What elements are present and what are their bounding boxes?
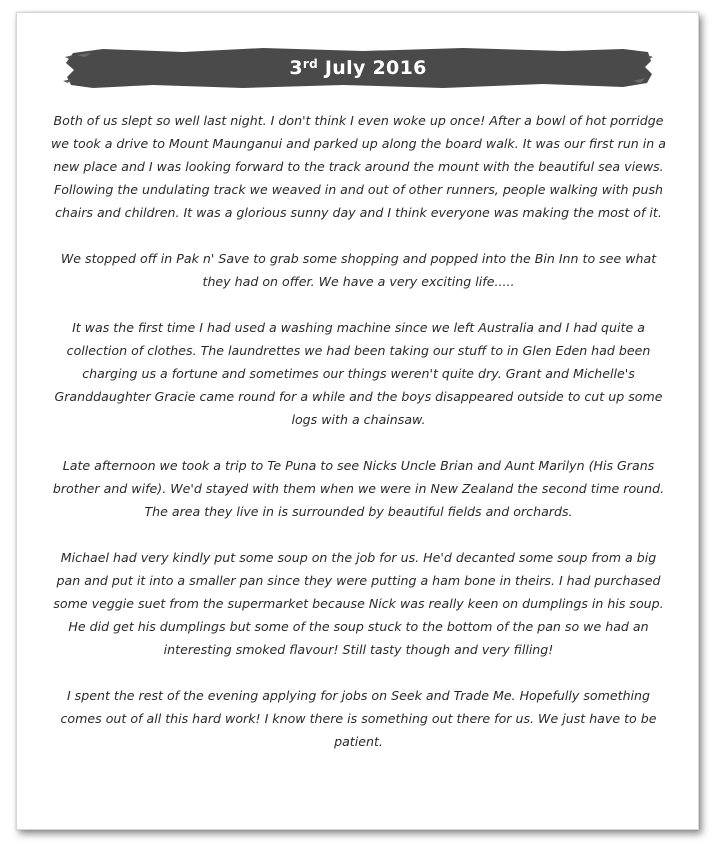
date-month-year: July 2016 <box>318 57 427 79</box>
entry-date <box>63 43 653 93</box>
entry-body <box>47 109 670 776</box>
paragraph: We stopped off in Pak n' Save to grab some shopping and popped into the Bin Inn to see what they had on offer. We have a very exciting life..... <box>60 251 657 289</box>
paragraph: It was the first time I had used a washing machine since we left Australia and I had quite a collection of clothes. The laundrettes we had been taking our stuff to in Glen Eden had been charging us a fortune and sometimes our things weren't quite dry. Grant and Michelle's Granddaughter Gracie came round for a while and the boys disappeared outside to cut up some logs with a chainsaw. <box>54 320 663 427</box>
date-banner <box>63 43 653 93</box>
paragraph: Michael had very kindly put some soup on the job for us. He'd decanted some soup from a big pan and put it into a smaller pan since they were putting a ham bone in theirs. I had purchased some veggie suet from the supermarket because Nick was really keen on dumplings in his soup. He did get his dumplings but some of the soup stuck to the bottom of the pan so we had an interesting smoked flavour! Still tasty though and very filling! <box>53 550 664 657</box>
paragraph: I spent the rest of the evening applying for jobs on Seek and Trade Me. Hopefully something comes out of all this hard work! I know there is something out there for us. We just have to be patient. <box>60 688 657 749</box>
date-suffix: rd <box>302 57 319 71</box>
paragraph: Late afternoon we took a trip to Te Puna to see Nicks Uncle Brian and Aunt Marilyn (His Grans brother and wife). We'd stayed with them when we were in New Zealand the second time round. The area they live in is surrounded by beautiful fields and orchards. <box>52 458 665 519</box>
date-day: 3 <box>289 57 303 79</box>
journal-page <box>16 12 699 830</box>
paragraph: Both of us slept so well last night. I don't think I even woke up once! After a bowl of hot porridge we took a drive to Mount Maunganui and parked up along the board walk. It was our first run in a new place and I was looking forward to the track around the mount with the beautiful sea views. Following the undulating track we weaved in and out of other runners, people walking with push chairs and children. It was a glorious sunny day and I think everyone was making the most of it. <box>51 113 666 220</box>
